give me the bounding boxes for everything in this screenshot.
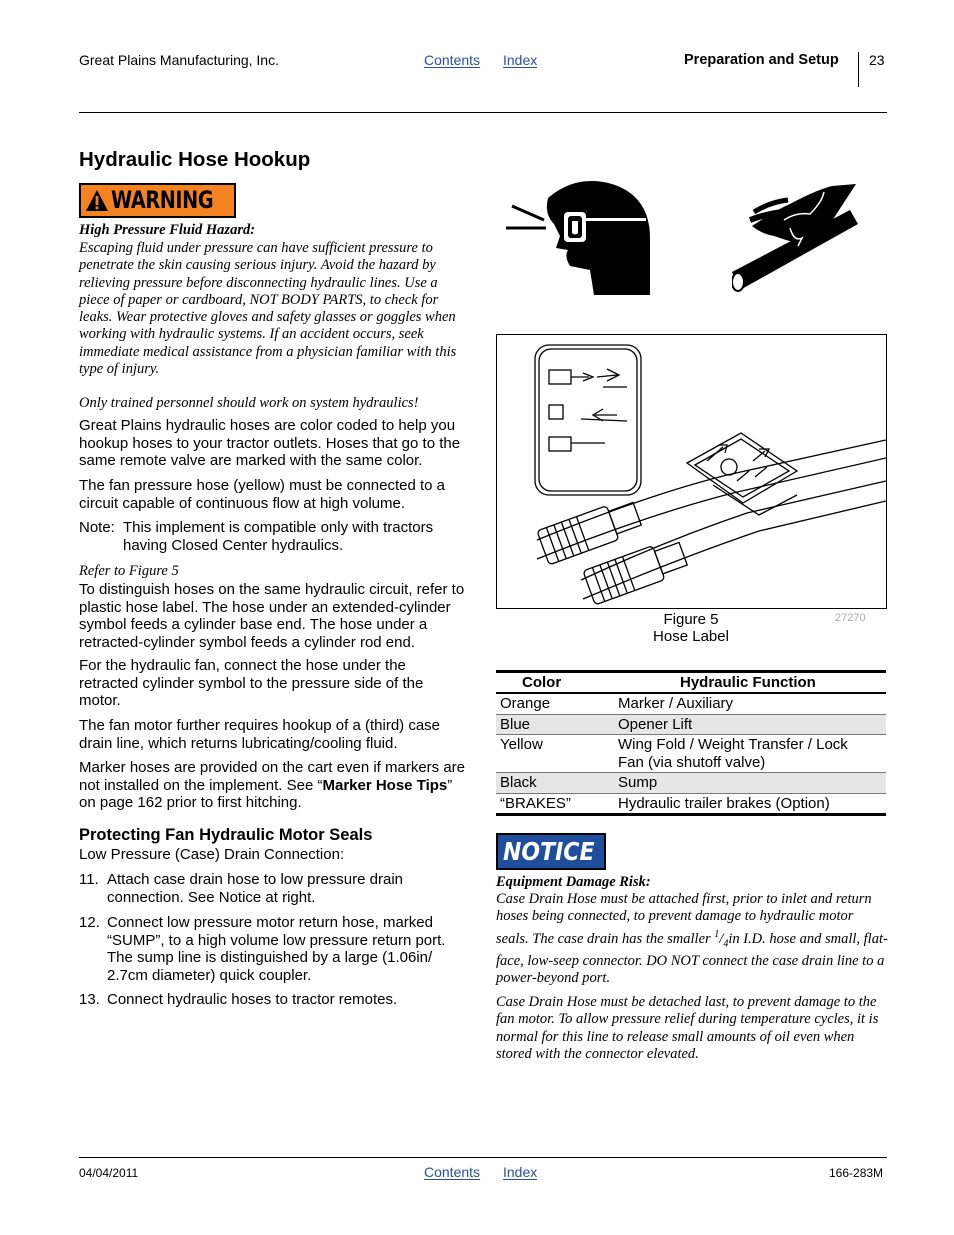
paragraph-marker-hoses: [79, 759, 469, 812]
header-contents-link[interactable]: Contents: [424, 52, 481, 68]
cell-color: Orange: [496, 693, 614, 714]
page-number: 23: [869, 52, 885, 68]
warning-label-text: WARNING: [111, 186, 214, 214]
fraction-denominator: 4: [723, 938, 729, 950]
list-item: [79, 871, 469, 907]
figure-frame: [496, 334, 887, 609]
paragraph-case-drain: The fan motor further requires hookup of a (third) case drain line, which returns lubricating/cooling fluid.: [79, 717, 441, 752]
list-item: [79, 914, 469, 984]
cell-function: Sump: [614, 773, 886, 794]
paragraph-fan-pressure: The fan pressure hose (yellow) must be connected to a circuit capable of continuous flow at high volume.: [79, 477, 446, 512]
header-divider: [858, 52, 859, 87]
cell-color: “BRAKES”: [496, 793, 614, 815]
hydraulic-color-table: [496, 670, 886, 816]
footer-rule: [79, 1157, 887, 1158]
notice-paragraph-detach: Case Drain Hose must be detached last, to prevent damage to the fan motor. To allow pressure relief during temperature cycles, it is normal for this line to release small amounts of oil even when stored with the connector elevated.: [496, 994, 879, 1062]
step-number: 11.: [79, 871, 99, 888]
table-row: [496, 714, 886, 735]
note-label: Note:: [79, 519, 115, 536]
hose-label-illustration: [497, 335, 886, 608]
table-row: [496, 773, 886, 794]
fraction-numerator: 1: [714, 928, 720, 940]
marker-hose-tips-ref: Marker Hose Tips: [322, 776, 448, 794]
footer-date: 04/04/2011: [79, 1166, 139, 1180]
cell-color: Black: [496, 773, 614, 794]
paragraph-distinguish: To distinguish hoses on the same hydraulic circuit, refer to plastic hose label. The hose under an extended-cylinder symbol feeds a cylinder base end. The hose under a retracted-cylinder symbol feeds a cylinder rod end.: [79, 581, 465, 651]
refer-figure: Refer to Figure 5: [79, 563, 179, 579]
notice-title: Equipment Damage Risk:: [496, 874, 651, 890]
table-row: [496, 793, 886, 815]
cell-color: Blue: [496, 714, 614, 735]
header-section: Preparation and Setup: [684, 52, 839, 68]
paragraph-color-coded: Great Plains hydraulic hoses are color coded to help you hookup hoses to your tractor outlets. Hoses that go to the same remote valve are marked with the same color.: [79, 417, 461, 469]
figure-caption-title: Hose Label: [653, 628, 729, 645]
header-rule: [79, 112, 887, 113]
step-text: Connect hydraulic hoses to tractor remotes.: [107, 991, 398, 1008]
step-number: 13.: [79, 991, 100, 1008]
notice-paragraph-attach: Case Drain Hose must be attached first, prior to inlet and return hoses being connected, to prevent damage to hydraulic motor seals. The case drain has the smaller $^1/_4in$ I.D. hose and small, flat-face, low-seep connector. DO NOT connect the case drain line to a power-beyond port.: [496, 891, 888, 986]
warning-label: [79, 183, 236, 218]
footer-index-link[interactable]: Index: [503, 1164, 538, 1180]
column-header-color: Color: [496, 672, 614, 694]
page-title: Hydraulic Hose Hookup: [79, 148, 311, 171]
figure-id: 27270: [835, 612, 866, 624]
note-text: This implement is compatible only with tractors having Closed Center hydraulics.: [123, 519, 434, 554]
eye-protection-pictogram: [504, 178, 654, 296]
table-row: [496, 693, 886, 714]
list-item: [79, 991, 469, 1009]
header-index-link[interactable]: Index: [503, 52, 538, 68]
header-company: Great Plains Manufacturing, Inc.: [79, 52, 279, 68]
notice-label: [496, 833, 606, 870]
notice-text-b: in I.D. hose and small, flat-face, low-seep connector. DO NOT connect the case drain line to a power-beyond port.: [496, 930, 888, 986]
hazard-text: Escaping fluid under pressure can have sufficient pressure to penetrate the skin causing serious injury. Avoid the hazard by relieving pressure before disconnecting hydraulic lines. Use a piece of paper or cardboard, NOT BODY PARTS, to check for leaks. Wear protective gloves and safety glasses or goggles when working with hydraulic systems. If an accident occurs, seek immediate medical assistance from a physician familiar with this type of injury.: [79, 240, 457, 378]
hand-injection-pictogram: [732, 182, 858, 294]
cell-function: Opener Lift: [614, 714, 886, 735]
figure-caption-number: Figure 5: [663, 611, 719, 628]
column-header-function: Hydraulic Function: [614, 672, 886, 694]
drain-connection-intro: Low Pressure (Case) Drain Connection:: [79, 846, 345, 863]
warning-triangle-icon: [85, 189, 109, 212]
subheading-fan-seals: Protecting Fan Hydraulic Motor Seals: [79, 826, 373, 844]
note-closed-center: [79, 519, 469, 555]
marker-text-a: Marker hoses are provided on the cart even if markers are not installed on the implement. See “: [79, 759, 466, 794]
table-row: [496, 735, 886, 773]
cell-function: Wing Fold / Weight Transfer / Lock Fan (via shutoff valve): [614, 735, 886, 773]
cell-color: Yellow: [496, 735, 614, 773]
footer-doc-number: 166-283M: [829, 1166, 884, 1180]
trained-note: Only trained personnel should work on system hydraulics!: [79, 395, 419, 411]
cell-function: Hydraulic trailer brakes (Option): [614, 793, 886, 815]
cell-function: Marker / Auxiliary: [614, 693, 886, 714]
step-text: Connect low pressure motor return hose, marked “SUMP”, to a high volume low pressure return port. The sump line is distinguished by a large (1.06in/ 2.7cm diameter) quick coupler.: [107, 914, 446, 984]
step-text: Attach case drain hose to low pressure drain connection. See Notice at right.: [107, 871, 403, 906]
marker-text-b: ” on page 162 prior to first hitching.: [79, 776, 453, 811]
notice-text-a: Case Drain Hose must be attached first, prior to inlet and return hoses being connected, to prevent damage to hydraulic motor seals. The case drain has the smaller: [496, 891, 872, 947]
paragraph-hydraulic-fan: For the hydraulic fan, connect the hose under the retracted cylinder symbol to the pressure side of the motor.: [79, 657, 424, 709]
notice-label-text: NOTICE: [503, 837, 595, 866]
hazard-title: High Pressure Fluid Hazard:: [79, 222, 256, 238]
step-number: 12.: [79, 914, 100, 931]
footer-contents-link[interactable]: Contents: [424, 1164, 481, 1180]
